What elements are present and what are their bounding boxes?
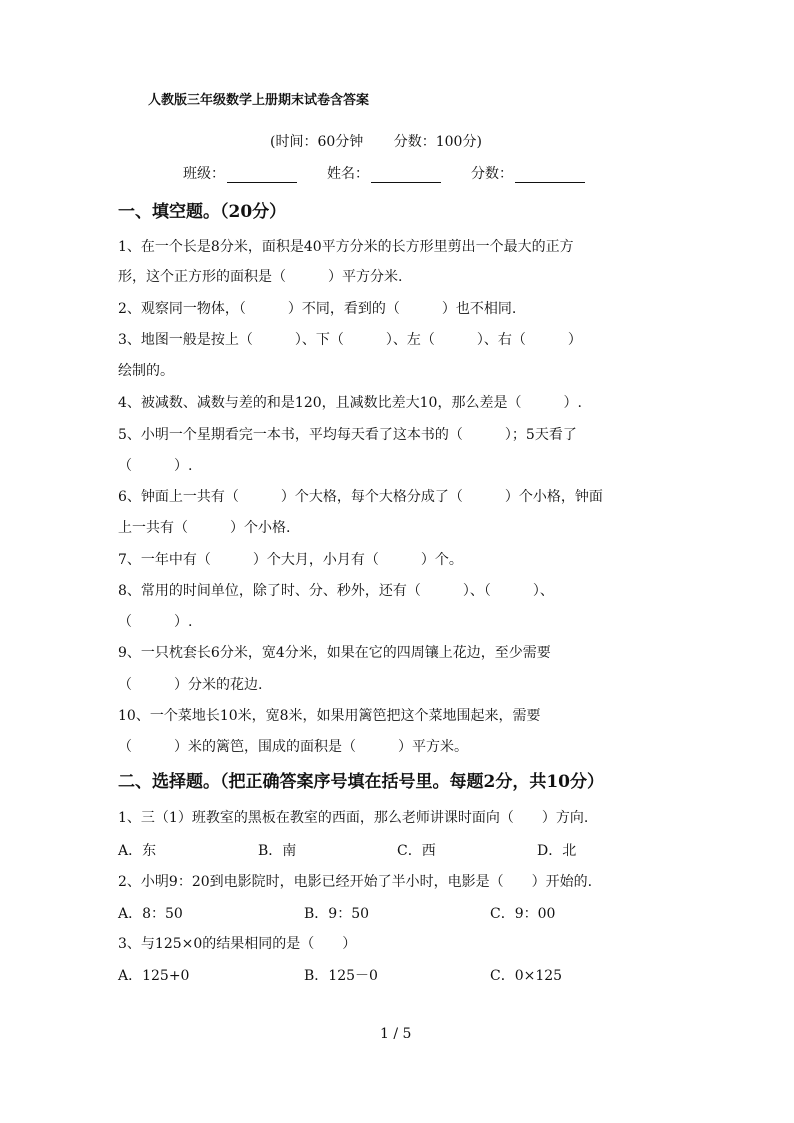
choice-option[interactable]: A．东 xyxy=(118,843,157,859)
fill-line: （ ）分米的花边. xyxy=(118,677,263,693)
page-number: 1 / 5 xyxy=(380,1026,412,1042)
name-blank[interactable] xyxy=(371,166,441,183)
name-label: 姓名： xyxy=(327,166,369,182)
document-title: 人教版三年级数学上册期末试卷含答案 xyxy=(148,93,370,108)
section-2-heading: 二、选择题。（把正确答案序号填在括号里。每题2分，共10分） xyxy=(118,772,604,792)
fill-line: 2、观察同一物体，（ ）不同，看到的（ ）也不相同. xyxy=(118,301,517,317)
fill-line: 10、一个菜地长10米，宽8米，如果用篱笆把这个菜地围起来，需要 xyxy=(118,708,541,724)
choice-question-3: 3、与125×0的结果相同的是（ ） xyxy=(118,936,357,952)
fill-line: （ ）. xyxy=(118,614,193,630)
fill-line: 6、钟面上一共有（ ）个大格，每个大格分成了（ ）个小格，钟面 xyxy=(118,489,603,505)
exam-meta xyxy=(270,131,482,151)
choice-option[interactable]: C．9：00 xyxy=(490,906,556,922)
fill-line: （ ）. xyxy=(118,458,193,474)
fill-line: 3、地图一般是按上（ ）、下（ ）、左（ ）、右（ ） xyxy=(118,332,582,348)
choice-option[interactable]: D．北 xyxy=(537,843,577,859)
choice-option[interactable]: C．0×125 xyxy=(490,968,563,984)
fill-line: 4、被减数、减数与差的和是120，且减数比差大10，那么差是（ ）. xyxy=(118,395,582,411)
section-1-heading: 一、填空题。（20分） xyxy=(118,202,287,222)
fill-line: 1、在一个长是8分米，面积是40平方分米的长方形里剪出一个最大的正方 xyxy=(118,239,574,255)
fill-line: 5、小明一个星期看完一本书，平均每天看了这本书的（ ）；5天看了 xyxy=(118,427,577,443)
exam-score-total: 分数：100分) xyxy=(393,134,482,150)
choice-option[interactable]: B．9：50 xyxy=(304,906,370,922)
class-blank[interactable] xyxy=(227,166,297,183)
choice-option[interactable]: C．西 xyxy=(397,843,436,859)
choice-option[interactable]: B．南 xyxy=(258,843,297,859)
choice-question-2: 2、小明9：20到电影院时，电影已经开始了半小时，电影是（ ）开始的. xyxy=(118,874,593,890)
fill-line: 9、一只枕套长6分米，宽4分米，如果在它的四周镶上花边，至少需要 xyxy=(118,645,551,661)
fill-line: （ ）米的篱笆，围成的面积是（ ）平方米。 xyxy=(118,739,468,755)
fill-line: 上一共有（ ）个小格. xyxy=(118,520,291,536)
name-field[interactable] xyxy=(327,163,441,183)
choice-question-1: 1、三（1）班教室的黑板在教室的西面，那么老师讲课时面向（ ）方向. xyxy=(118,810,589,826)
fill-line: 7、一年中有（ ）个大月，小月有（ ）个。 xyxy=(118,552,463,568)
score-blank[interactable] xyxy=(515,166,585,183)
score-field[interactable] xyxy=(471,163,585,183)
choice-option[interactable]: A．125+0 xyxy=(118,968,190,984)
choice-option[interactable]: A．8：50 xyxy=(118,906,183,922)
choice-option[interactable]: B．125－0 xyxy=(304,968,378,984)
exam-time: (时间：60分钟 xyxy=(270,134,364,150)
class-field[interactable] xyxy=(183,163,297,183)
class-label: 班级： xyxy=(183,166,225,182)
fill-line: 8、常用的时间单位，除了时、分、秒外，还有（ ）、（ ）、 xyxy=(118,583,554,599)
student-info-fields xyxy=(183,163,615,183)
fill-line: 绘制的。 xyxy=(118,363,174,379)
score-label: 分数： xyxy=(471,166,513,182)
fill-line: 形，这个正方形的面积是（ ）平方分米. xyxy=(118,269,403,285)
